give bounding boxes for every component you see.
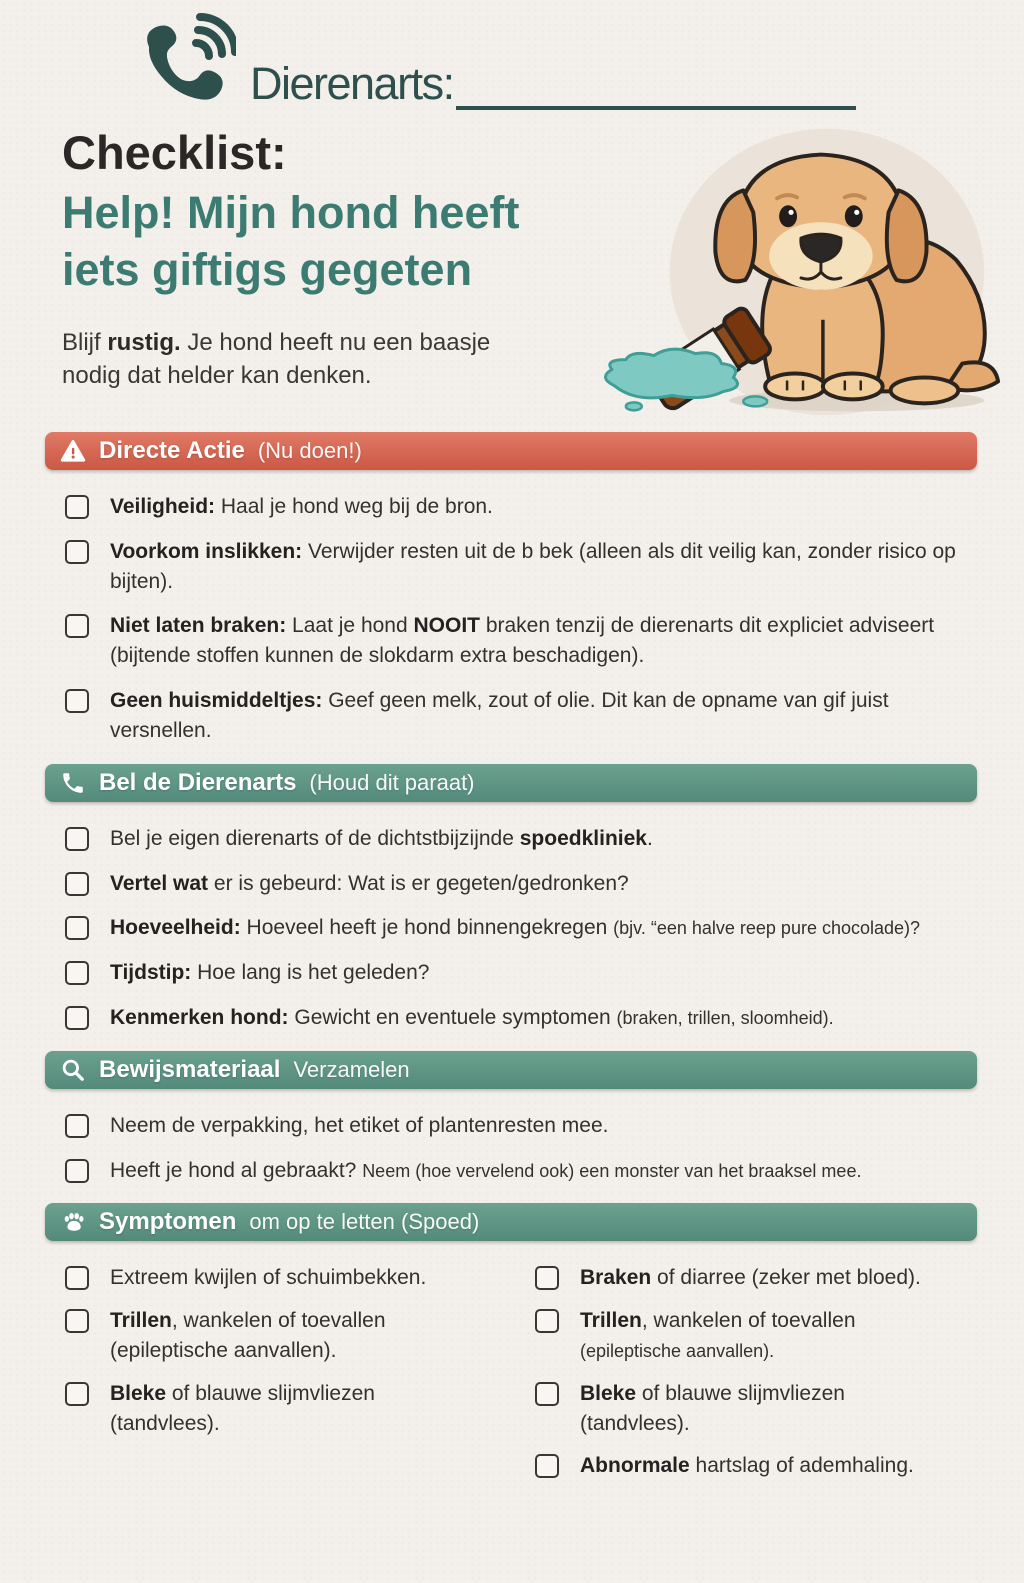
checkbox[interactable] — [535, 1382, 559, 1406]
section-subtitle: (Nu doen!) — [257, 438, 362, 463]
checkbox[interactable] — [535, 1309, 559, 1333]
item-text-segment: Vertel wat — [110, 871, 209, 895]
intro-text — [62, 326, 542, 393]
item-text-segment: Braken — [580, 1266, 652, 1290]
checkbox[interactable] — [65, 540, 89, 564]
checkbox[interactable] — [65, 1114, 89, 1138]
item-text-segment: (epileptische aanvallen). — [580, 1341, 775, 1361]
item-text-segment: , wankelen of toevallen — [641, 1309, 856, 1333]
item-text — [110, 913, 920, 943]
item-text — [110, 686, 977, 746]
item-text-segment: (epileptische aanvallen). — [110, 1339, 337, 1362]
checklist-item — [65, 611, 977, 671]
vet-name-field[interactable] — [456, 70, 856, 110]
symptoms-columns — [45, 1263, 977, 1494]
item-text — [110, 958, 429, 988]
phone-ringing-icon — [136, 8, 236, 110]
checkbox[interactable] — [65, 827, 89, 851]
headline-line-1: Help! Mijn hond heeft — [62, 187, 520, 239]
checkbox[interactable] — [65, 1159, 89, 1183]
page-headline — [62, 185, 582, 298]
item-text — [110, 1003, 834, 1033]
section-subtitle: (Houd dit paraat) — [309, 769, 475, 795]
checklist-item — [65, 1263, 535, 1293]
item-text-segment: . — [646, 826, 653, 850]
section-header-directe-actie — [45, 432, 977, 470]
item-text-segment: Hoeveel heeft je hond binnengekregen — [240, 916, 614, 940]
checklist-item — [535, 1306, 977, 1366]
item-text-segment: Tijdstip: — [110, 961, 192, 985]
checkbox[interactable] — [65, 916, 89, 940]
checklist-content — [45, 432, 977, 1512]
section-header-bel-de-dierenarts — [45, 764, 977, 802]
item-text-segment: Trillen — [110, 1309, 172, 1333]
checkbox[interactable] — [65, 1382, 89, 1406]
checklist-item — [65, 824, 977, 854]
item-text-segment: Geen huismiddeltjes: — [110, 689, 323, 713]
item-text-segment: (braken, trillen, sloomheid). — [616, 1007, 834, 1028]
page-title: Checklist: — [62, 126, 287, 179]
item-text — [110, 1263, 426, 1293]
section-title: Directe Actie — [99, 437, 245, 464]
item-text-segment: spoedkliniek — [519, 826, 647, 850]
section-title: Bel de Dierenarts — [99, 768, 297, 796]
checkbox[interactable] — [65, 961, 89, 985]
checkbox[interactable] — [65, 614, 89, 638]
checklist-item — [535, 1263, 977, 1293]
checklist-item — [65, 492, 977, 522]
checklist-item — [535, 1379, 977, 1439]
item-text — [110, 611, 977, 671]
item-text-segment: Veiligheid: — [110, 495, 216, 518]
item-text — [580, 1379, 960, 1439]
item-text-segment: NOOIT — [413, 614, 480, 638]
item-text-segment: Trillen — [580, 1309, 642, 1333]
item-text-segment: Verwijder resten uit de b bek (alleen als dit veilig kan, zonder risico op bijten). — [110, 539, 956, 593]
item-text — [580, 1451, 914, 1481]
item-text-segment: braken tenzij de dierenarts dit expliciet adviseert (bijtende stoffen kunnen de slokdarm extra beschadigen). — [110, 614, 935, 668]
item-text-segment: Hoe lang is het geleden? — [191, 961, 430, 985]
item-text-segment: Voorkom inslikken: — [110, 539, 303, 563]
checkbox[interactable] — [535, 1454, 559, 1478]
item-text-segment: Haal je hond weg bij de bron. — [215, 495, 493, 518]
section-title: Symptomen — [99, 1208, 237, 1236]
checkbox[interactable] — [65, 689, 89, 713]
item-text-segment: of diarree (zeker met bloed). — [651, 1266, 921, 1290]
section-symptomen — [45, 1203, 977, 1494]
item-text — [580, 1306, 960, 1366]
item-text — [110, 1111, 608, 1141]
vet-label: Dierenarts: — [250, 58, 454, 109]
item-text-segment: of blauwe slijmvliezen (tandvlees). — [580, 1381, 845, 1435]
intro-pre: Blijf — [62, 328, 108, 356]
item-text-segment: Laat je hond — [286, 614, 414, 638]
checkbox[interactable] — [65, 1266, 89, 1290]
checklist-item — [65, 1156, 977, 1186]
item-text — [110, 869, 629, 899]
paw-icon — [60, 1209, 86, 1235]
item-text-segment: of blauwe slijmvliezen (tandvlees). — [110, 1381, 375, 1435]
item-text-segment: Neem (hoe vervelend ook) een monster van het braaksel mee. — [362, 1160, 862, 1181]
checkbox[interactable] — [65, 1006, 89, 1030]
item-text-segment: , wankelen of toevallen — [171, 1309, 386, 1333]
intro-post: Je hond heeft nu een baasje nodig dat helder kan denken. — [62, 328, 491, 390]
checklist-item — [65, 1379, 535, 1439]
magnifier-icon — [60, 1057, 86, 1083]
vet-header — [136, 8, 856, 110]
item-text-segment: Neem de verpakking, het etiket of plantenresten mee. — [110, 1113, 609, 1137]
symptoms-column-left — [65, 1263, 535, 1494]
checklist-item — [65, 686, 977, 746]
item-text — [110, 1306, 490, 1366]
section-bewijsmateriaal — [45, 1051, 977, 1186]
item-text — [110, 1156, 861, 1186]
item-text — [110, 537, 977, 597]
item-text — [110, 824, 653, 854]
item-text-segment: Bel je eigen dierenarts of de dichtstbijzijnde — [110, 826, 520, 850]
phone-icon — [60, 770, 86, 796]
item-text-segment: Niet laten braken: — [110, 614, 287, 638]
checkbox[interactable] — [65, 872, 89, 896]
item-text-segment: er is gebeurd: Wat is er gegeten/gedronken? — [208, 871, 629, 895]
checkbox[interactable] — [65, 1309, 89, 1333]
item-text-segment: Hoeveelheid: — [110, 916, 241, 940]
checklist-item — [65, 1003, 977, 1033]
checklist-item — [65, 913, 977, 943]
headline-line-2: iets giftigs gegeten — [62, 243, 473, 295]
checkbox[interactable] — [535, 1266, 559, 1290]
symptoms-column-right — [535, 1263, 977, 1494]
intro-bold: rustig. — [107, 328, 181, 356]
dog-illustration — [596, 120, 1014, 420]
checklist-item — [65, 537, 977, 597]
item-text-segment: Kenmerken hond: — [110, 1005, 289, 1029]
item-text — [110, 1379, 490, 1439]
section-title: Bewijsmateriaal — [99, 1055, 281, 1083]
item-text-segment: (bjv. “een halve reep pure chocolade)? — [613, 918, 921, 939]
item-text — [110, 492, 493, 522]
item-text-segment: Bleke — [110, 1381, 167, 1405]
checklist-item — [65, 958, 977, 988]
item-text-segment: Gewicht en eventuele symptomen — [288, 1005, 617, 1029]
section-subtitle: Verzamelen — [293, 1056, 410, 1082]
title-block — [62, 128, 582, 393]
warning-icon — [60, 438, 86, 464]
item-text-segment: Bleke — [580, 1381, 637, 1405]
spill-puddle — [605, 349, 737, 398]
section-directe-actie — [45, 432, 977, 746]
checkbox[interactable] — [65, 495, 89, 519]
checklist-item — [65, 1306, 535, 1366]
section-bel-de-dierenarts — [45, 764, 977, 1033]
item-text-segment: Abnormale — [580, 1454, 690, 1478]
item-text-segment: Extreem kwijlen of schuimbekken. — [110, 1266, 427, 1290]
item-text — [580, 1263, 921, 1293]
section-subtitle: om op te letten (Spoed) — [249, 1209, 480, 1235]
checklist-item — [65, 1111, 977, 1141]
item-text-segment: hartslag of ademhaling. — [689, 1454, 914, 1478]
item-text-segment: Geef geen melk, zout of olie. Dit kan de opname van gif juist versnellen. — [110, 689, 889, 742]
checklist-item — [535, 1451, 977, 1481]
item-text-segment: Heeft je hond al gebraakt? — [110, 1158, 363, 1182]
section-header-symptomen — [45, 1203, 977, 1241]
checklist-item — [65, 869, 977, 899]
section-header-bewijsmateriaal — [45, 1051, 977, 1089]
